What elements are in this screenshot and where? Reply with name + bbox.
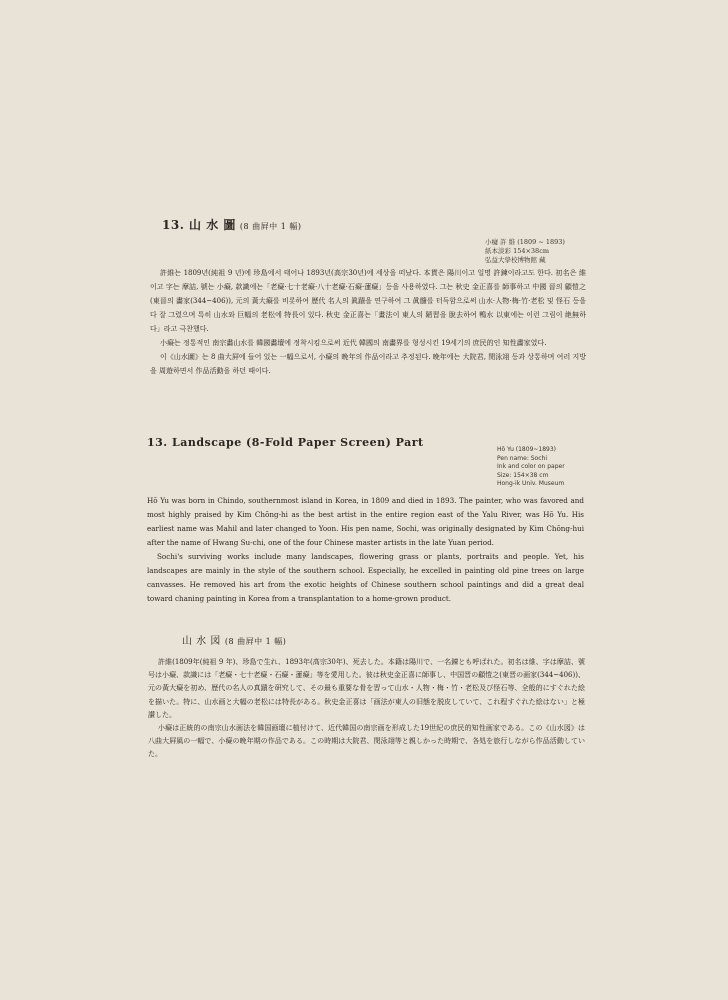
korean-meta [485,238,605,265]
korean-title: 13. 山 水 圖 (8 曲屛中 1 幅) [162,218,302,232]
english-paragraph: Hŏ Yu was born in Chindo, southernmost island in Korea, in 1809 and died in 1893. The painter, who was favored and most highly praised by Kim Chŏng-hi as the best artist in the entire region east of the Yalu River, was Hŏ Yu. His earliest name was Mahil and later changed to Yoon. His pen name, Sochi, was originally designated by Kim Chŏng-hui after the name of Hwang Su-chi, one of the four Chinese master artists in the late Yuan period. [147,496,584,547]
japanese-paragraph: 許維(1809年(純祖 9 年)、珍島で生れ、1893年(高宗30年)、死去した。本籍は陽川で、一名錬とも呼ばれた。初名は維、字は摩詰、號号は小癡、款識には「老癡・七十老癡・石癡・蓮癡」等を愛用した。彼は秋史金正喜に師事し、中国晋の顧愷之(東晋の画家(344~406))、元の黃大癡を初め、歴代の名人の真蹟を研究して、その最も重要な骨を習って山水・人物・梅・竹・老松及び怪石等、全般的にすぐれた絵を描いた。特に、山水画と大幅の老松には特長がある。秋史金正喜は「画法が東人の旧態を脱皮していて、これ程すぐれた絵はない」と極讃した。 [148,658,585,719]
korean-paragraph: 이《山水圖》는 8 曲大屛에 들어 있는 一幅으로서, 小癡의 晩年의 作品이라고 추정된다. 晩年에는 大院君, 閔泳翊 등과 상통하며 여러 지방을 周遊하면서 作品活動을 하던 때이다. [150,353,586,375]
english-title: 13. Landscape (8-Fold Paper Screen) Part [147,436,424,449]
korean-meta-collection: 弘益大學校博物館 藏 [485,256,546,264]
english-meta-size: Size: 154×38 cm [497,471,549,479]
english-body [147,494,584,606]
korean-meta-medium: 紙本淡彩 154×38cm [485,247,549,255]
english-meta-medium: Ink and color on paper [497,463,565,470]
english-meta [497,446,607,489]
korean-paragraph: 許維는 1809년(純祖 9 년)에 珍島에서 태어나 1893년(高宗30년)에 세상을 떠났다. 本貫은 陽川이고 일명 許鍊이라고도 한다. 初名은 維이고 字는 摩詰, 號는 小癡, 款識에는「老癡·七十老癡·八十老癡·石癡·蓮癡」등을 사용하였다. 그는 秋史 金正喜를 師事하고 中國 晉의 顧愷之(東晉의 畵家(344~406)), 元의 黃大癡를 비롯하여 歷代 名人의 眞蹟을 연구하여 그 眞髓를 터득함으로써 山水·人物·梅·竹·老松 및 怪石 등을 다 잘 그렸으며 특히 山水와 巨幅의 老松에 特長이 있다. 秋史 金正喜는「畫法이 東人의 陋習을 脫去하여 鴨水 以東에는 이런 그림이 絶無하다」라고 극찬했다. [150,269,586,333]
english-meta-artist: Hŏ Yu (1809~1893) [497,446,557,453]
japanese-body [148,656,585,762]
japanese-title: 山 水 図 (8 曲屛中 1 幅) [182,636,287,647]
korean-body [150,266,586,378]
japanese-paragraph: 小癡は正統的の南宗山水画法を韓国画壇に植付けて、近代韓国の南宗画を形成した19世紀の庶民的知性画家である。この《山水図》は八曲大屛風の一幅で、小癡の晩年期の作品である。この時期は大院君、閔泳翊等と親しかった時期で、各処を旅行しながら作品活動していた。 [148,724,585,759]
english-meta-collection: Hong-ik Univ. Museum [497,480,565,487]
korean-meta-artist: 小癡 許 維 (1809 ~ 1893) [485,238,565,246]
korean-paragraph: 小癡는 정통적인 南宗畵山水를 韓國畵壇에 정착시킴으로써 近代 韓國의 南畵界를 형성시킨 19세기의 庶民的인 知性畵家였다. [160,339,547,347]
english-paragraph: Sochi's surviving works include many landscapes, flowering grass or plants, portraits and people. Yet, his landscapes are mainly in the style of the southern school. Especially, he excelled in painting old pine trees on large canvasses. He removed his art from the exotic heights of Chinese southern school paintings and did a great deal toward chaning painting in Korea from a transplantation to a home-grown product. [147,552,584,603]
english-meta-penname: Pen name: Sochi [497,454,547,462]
